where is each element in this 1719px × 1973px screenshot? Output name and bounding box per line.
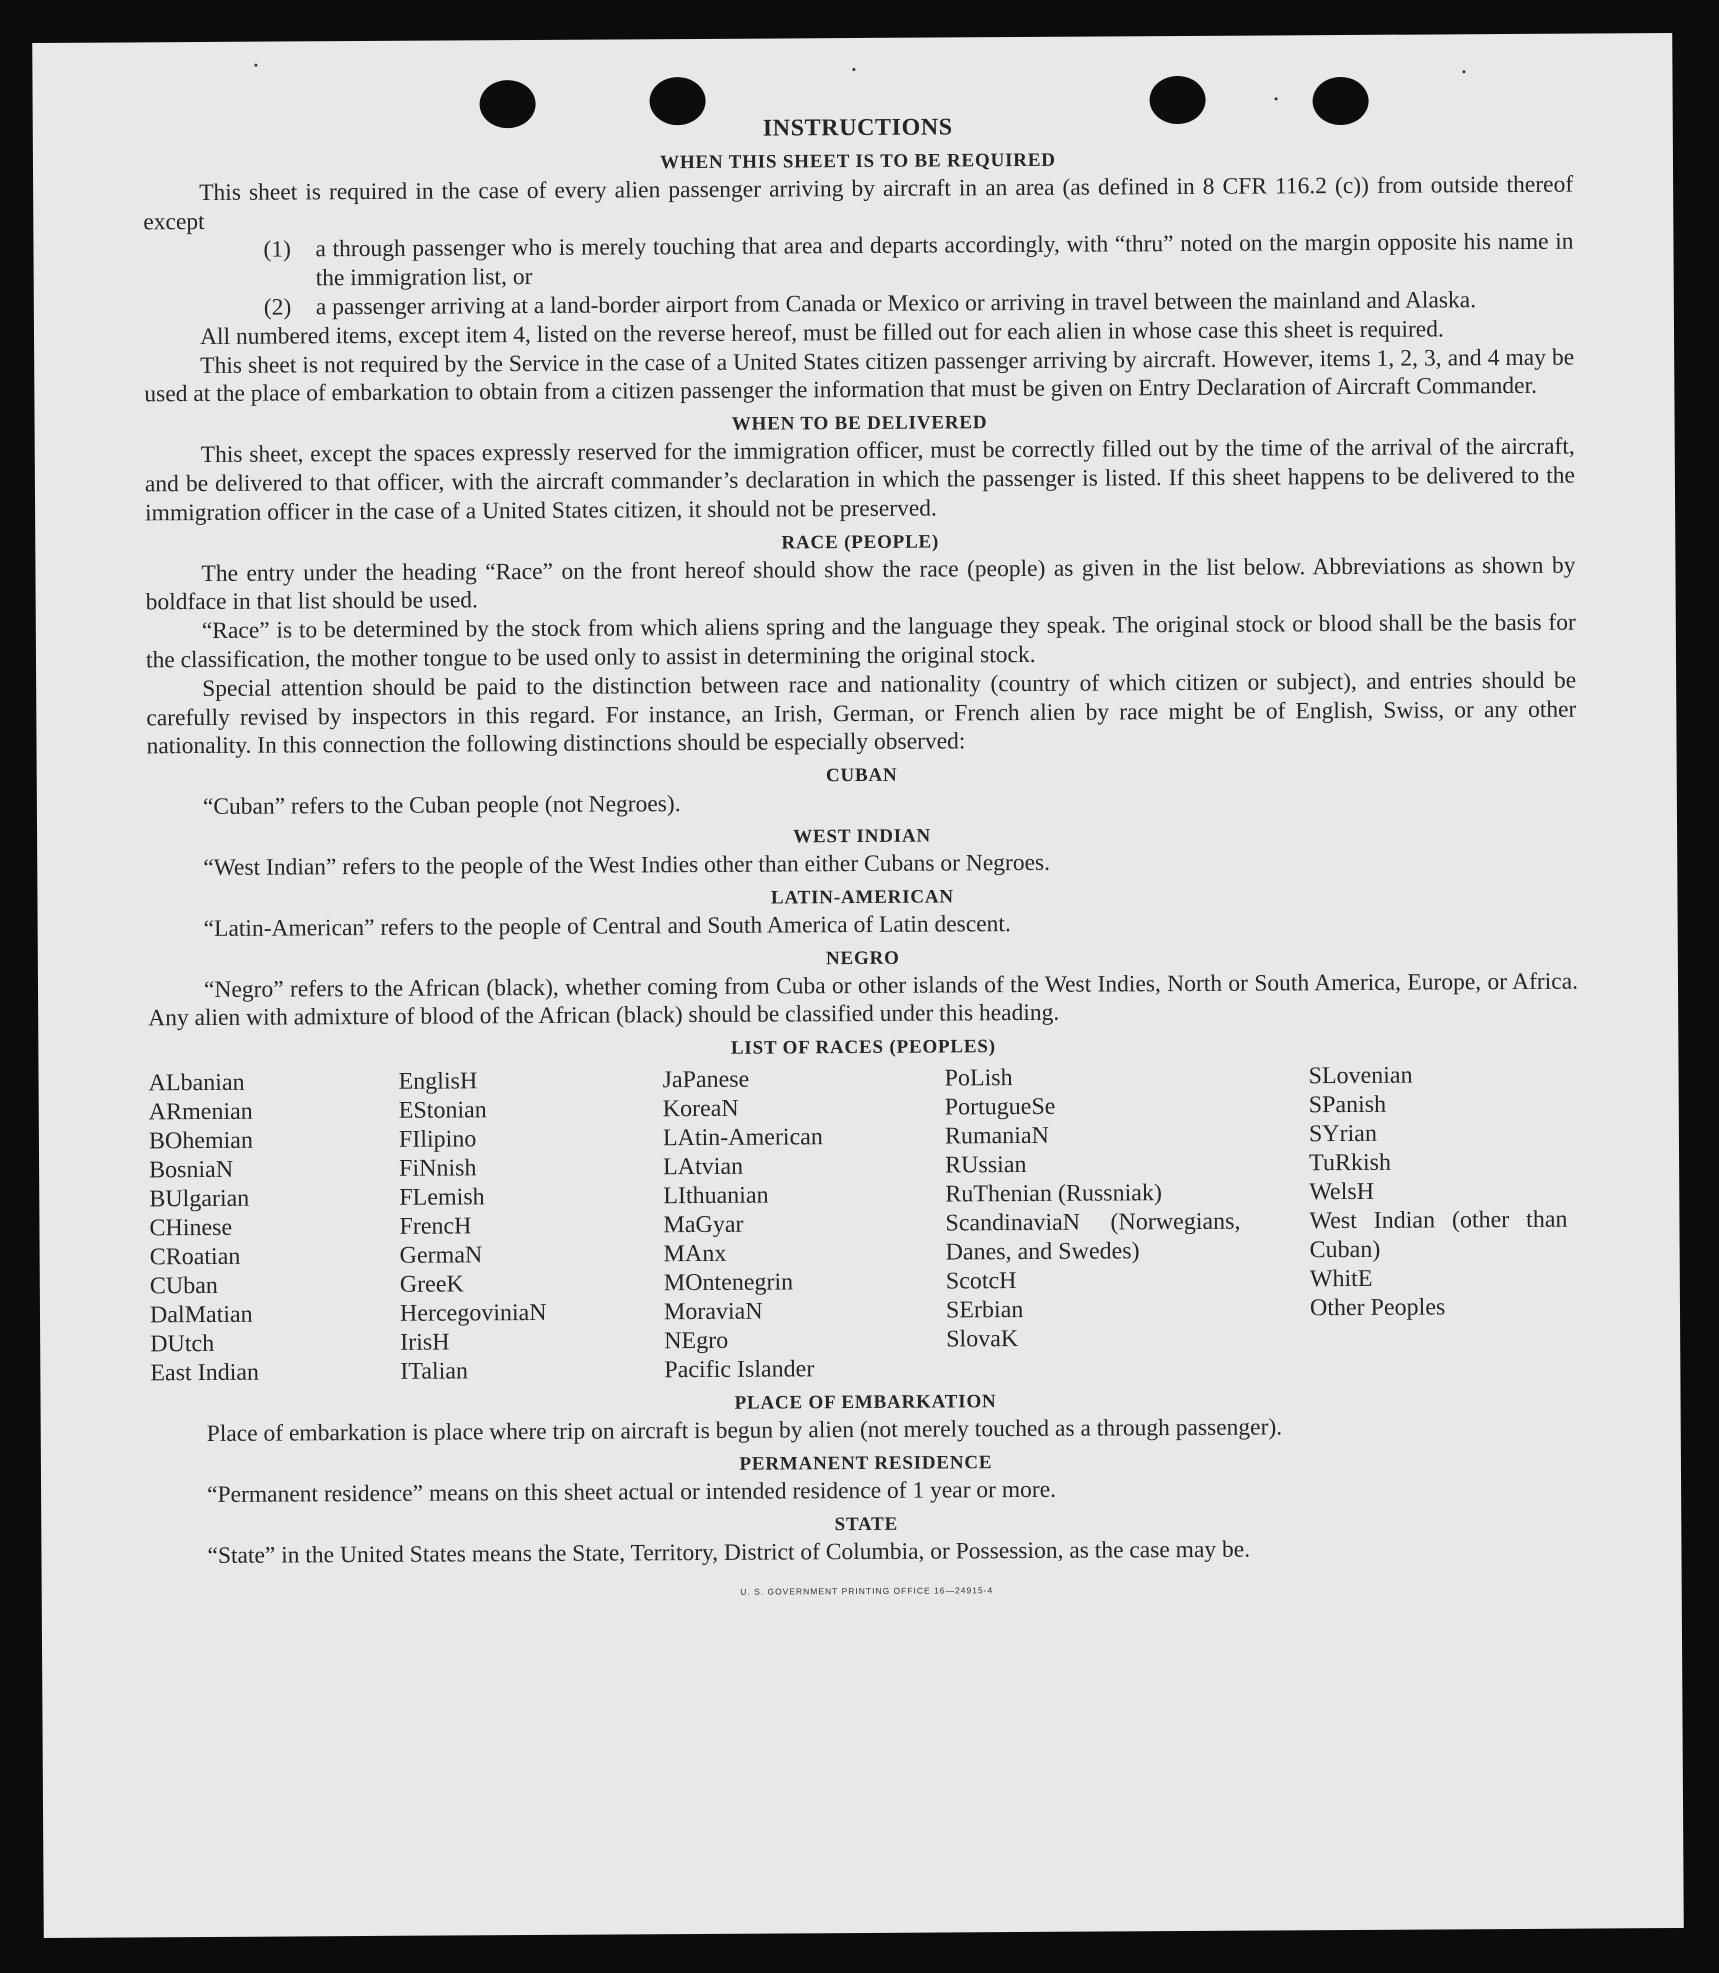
definition-latin-american: “Latin-American” refers to the people of Central and South America of Latin descent. [203,910,1011,942]
race-entry: JaPanese [662,1066,750,1094]
race-entry: MaGyar [663,1211,744,1239]
race-entry: ITalian [400,1358,469,1385]
race-entry: TuRkish [1309,1149,1392,1177]
race-entry: DUtch [150,1331,215,1358]
race-entry: Other Peoples [1309,1294,1446,1322]
race-entry: WelsH [1309,1178,1375,1206]
race-entry: LAtin-American [662,1124,823,1152]
heading-state: STATE [834,1513,899,1535]
residence-paragraph: “Permanent residence” means on this sheet actual or intended residence of 1 year or more. [207,1476,1057,1508]
race-column [398,1066,664,1387]
definition-west-indian: “West Indian” refers to the people of the West Indies other than either Cubans or Negroes. [203,849,1051,881]
race-entry: BOhemian [148,1127,254,1155]
race-entry: EStonian [398,1097,487,1124]
race-entry: SPanish [1308,1091,1387,1119]
race-entry: BosniaN [149,1156,234,1184]
race-entry: MOntenegrin [663,1269,794,1297]
race-entry: ALbanian [148,1069,245,1097]
race-entry: FiNnish [399,1155,477,1182]
race-entry: PoLish [944,1065,1013,1092]
numbered-items-paragraph: All numbered items, except item 4, listed on the reverse hereof, must be filled out for each alien in whose case this sheet is required. [199,316,1444,350]
required-intro: This sheet is required in the case of every alien passenger arriving by aircraft in an area (as defined in 8 CFR 116.2 (c)) from outside thereof except [143,171,1574,235]
race-entry: NEgro [664,1327,729,1355]
heading-latin-american: LATIN-AMERICAN [770,886,954,909]
race-entry: CRoatian [149,1243,241,1271]
race-entry: HercegoviniaN [399,1300,547,1327]
speck [1275,97,1278,100]
document-sheet [32,33,1684,1938]
race-entry: SLovenian [1308,1062,1413,1090]
race-paragraph: Special attention should be paid to the distinction between race and nationality (country of which citizen or subject), and entries should be carefully revised by inspectors in this regard. For instance, an Irish, German, or French alien by race might be of English, Swiss, or any other nationality. In this connection the following distinctions should be especially observed: [146,667,1577,760]
definition-negro: “Negro” refers to the African (black), whether coming from Cuba or other islands of the West Indies, North or South America, Europe, or Africa. Any alien with admixture of blood of the African (black) should be classified under this heading. [148,968,1579,1032]
race-paragraph: “Race” is to be determined by the stock from which aliens spring and the language they speak. The original stock or blood shall be the basis for the classification, the mother tongue to be used only to assist in determining the original stock. [145,609,1576,674]
race-paragraph: The entry under the heading “Race” on the front hereof should show the race (people) as given in the list below. Abbreviations as shown by boldface in that list should be used. [145,552,1576,616]
race-entry: GermaN [399,1242,483,1269]
heading-list-of-races: LIST OF RACES (PEOPLES) [730,1036,996,1059]
race-entry: BUlgarian [149,1185,250,1213]
heading-permanent-residence: PERMANENT RESIDENCE [739,1452,993,1475]
heading-west-indian: WEST INDIAN [793,825,932,848]
speck [254,64,257,67]
heading-when-required: WHEN THIS SHEET IS TO BE REQUIRED [660,149,1056,173]
race-entry: West Indian (other than Cuban) [1309,1206,1568,1264]
race-entry: PortugueSe [944,1093,1056,1121]
race-column [1308,1061,1570,1382]
race-entry: CUban [149,1273,218,1300]
race-entry: RumaniaN [944,1122,1049,1150]
race-entry: LAtvian [663,1153,744,1181]
speck [1462,70,1465,73]
race-entry: RuThenian (Russniak) [945,1180,1162,1208]
speck [852,68,855,71]
page-title: INSTRUCTIONS [762,114,953,142]
embarkation-paragraph: Place of embarkation is place where trip on aircraft is begun by alien (not merely touched as a through passenger). [206,1414,1283,1448]
exception-item [263,228,1573,294]
race-entry: Pacific Islander [664,1356,815,1384]
race-entry: DalMatian [149,1301,253,1329]
race-entry: FIlipino [398,1126,477,1153]
exception-text: a passenger arriving at a land-border airport from Canada or Mexico or arriving in travel between the mainland and Alaska. [315,287,1477,321]
race-column [662,1065,946,1386]
race-entry: SlovaK [946,1326,1019,1353]
race-list [148,1061,1580,1389]
race-entry: MoraviaN [663,1298,763,1326]
race-entry: EnglisH [398,1068,478,1095]
delivered-paragraph: This sheet, except the spaces expressly reserved for the immigration officer, must be correctly filled out by the time of the arrival of the aircraft, and be delivered to that officer, with the aircraft commander’s declaration in which the passenger is listed. If this sheet happens to be delivered to the immigration officer in the case of a United States citizen, it should not be preserved. [144,433,1575,527]
heading-race: RACE (PEOPLE) [781,531,940,554]
exception-text: a through passenger who is merely touching that area and departs accordingly, with “thru” noted on the margin opposite his name in the immigration list, or [315,229,1574,292]
heading-cuban: CUBAN [825,764,898,787]
race-entry: MAnx [663,1240,727,1268]
race-entry: FrencH [399,1213,472,1240]
definition-cuban: “Cuban” refers to the Cuban people (not Negroes). [202,791,681,821]
race-entry: KoreaN [662,1095,739,1123]
heading-place-of-embarkation: PLACE OF EMBARKATION [734,1391,997,1414]
heading-negro: NEGRO [825,947,900,969]
race-column [148,1068,400,1389]
instructions-content [143,110,1582,1610]
citizen-paragraph: This sheet is not required by the Service in the case of a United States citizen passenger arriving by aircraft. However, items 1, 2, 3, and 4 may be used at the place of embarkation to obtain from a citizen passenger the information that must be given on Entry Declaration of Aircraft Commander. [144,344,1575,408]
race-entry: RUssian [945,1152,1027,1179]
exception-number: (1) [263,236,291,264]
race-entry: ScandinaviaN (Norwegians, Danes, and Swedes) [945,1208,1241,1266]
race-entry: ScotcH [945,1268,1017,1295]
race-entry: LIthuanian [663,1182,769,1210]
race-entry: ARmenian [148,1098,253,1126]
heading-when-delivered: WHEN TO BE DELIVERED [731,412,988,435]
race-entry: WhitE [1309,1265,1373,1293]
race-entry: FLemish [399,1184,485,1211]
race-column [944,1062,1310,1383]
race-entry: SErbian [945,1297,1024,1324]
state-paragraph: “State” in the United States means the State, Territory, District of Columbia, or Possession, as the case may be. [207,1536,1251,1569]
race-entry: CHinese [149,1214,233,1242]
race-entry: SYrian [1308,1120,1377,1148]
race-entry: East Indian [150,1359,260,1387]
exception-number: (2) [263,294,292,321]
race-entry: GreeK [399,1271,464,1298]
race-entry: IrisH [400,1329,450,1356]
printing-office-imprint: U. S. GOVERNMENT PRINTING OFFICE 16—24915-4 [740,1584,994,1597]
